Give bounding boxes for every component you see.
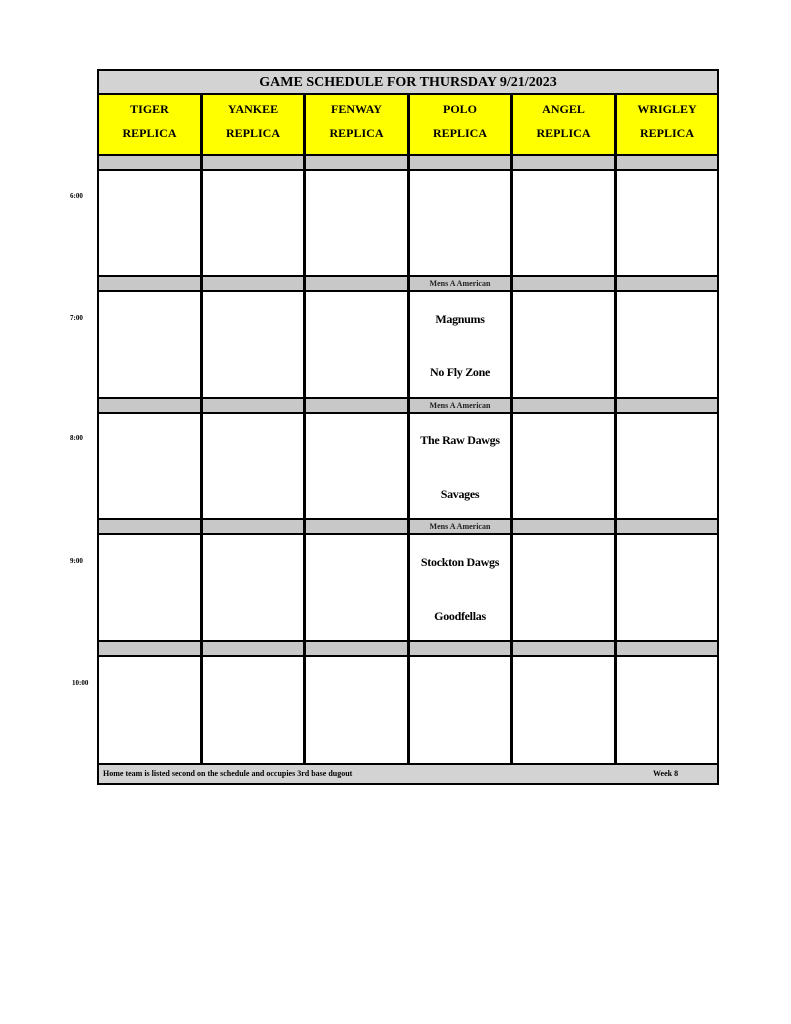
time-label-10: 10:00	[72, 679, 89, 687]
column-divider	[510, 95, 513, 767]
field-sub: REPLICA	[225, 126, 280, 140]
time-label-6: 6:00	[70, 192, 83, 200]
field-header-yankee	[203, 95, 303, 154]
field-sub: REPLICA	[536, 126, 591, 140]
field-name: POLO	[442, 102, 477, 116]
home-team: No Fly Zone	[429, 365, 491, 379]
column-divider	[200, 95, 203, 767]
division-label: Mens A American	[429, 279, 491, 288]
home-team: Savages	[440, 487, 480, 501]
field-sub: REPLICA	[122, 126, 177, 140]
field-sub: REPLICA	[639, 126, 694, 140]
column-divider	[303, 95, 306, 767]
column-divider	[407, 95, 410, 767]
home-team-note: Home team is listed second on the schedule and occupies 3rd base dugout	[103, 769, 353, 778]
time-label-9: 9:00	[70, 557, 83, 565]
schedule-footer	[99, 763, 717, 783]
field-sub: REPLICA	[329, 126, 384, 140]
week-label: Week 8	[653, 769, 679, 778]
field-header-angel	[513, 95, 614, 154]
time-label-8: 8:00	[70, 434, 83, 442]
time-label-7: 7:00	[70, 314, 83, 322]
field-name: TIGER	[130, 102, 169, 116]
schedule-table	[97, 69, 719, 785]
field-header-polo	[410, 95, 510, 154]
field-name: YANKEE	[227, 102, 279, 116]
field-header-fenway	[306, 95, 407, 154]
field-header-tiger	[99, 95, 200, 154]
field-sub: REPLICA	[432, 126, 487, 140]
away-team: The Raw Dawgs	[420, 433, 500, 447]
away-team: Magnums	[435, 312, 485, 326]
field-name: FENWAY	[331, 102, 382, 116]
schedule-title: GAME SCHEDULE FOR THURSDAY 9/21/2023	[99, 71, 717, 95]
field-name: ANGEL	[542, 102, 585, 116]
field-header-wrigley	[617, 95, 717, 154]
home-team: Goodfellas	[434, 609, 486, 623]
away-team: Stockton Dawgs	[420, 555, 500, 569]
division-label: Mens A American	[429, 401, 491, 410]
column-divider	[614, 95, 617, 767]
division-label: Mens A American	[429, 522, 491, 531]
field-name: WRIGLEY	[637, 102, 697, 116]
